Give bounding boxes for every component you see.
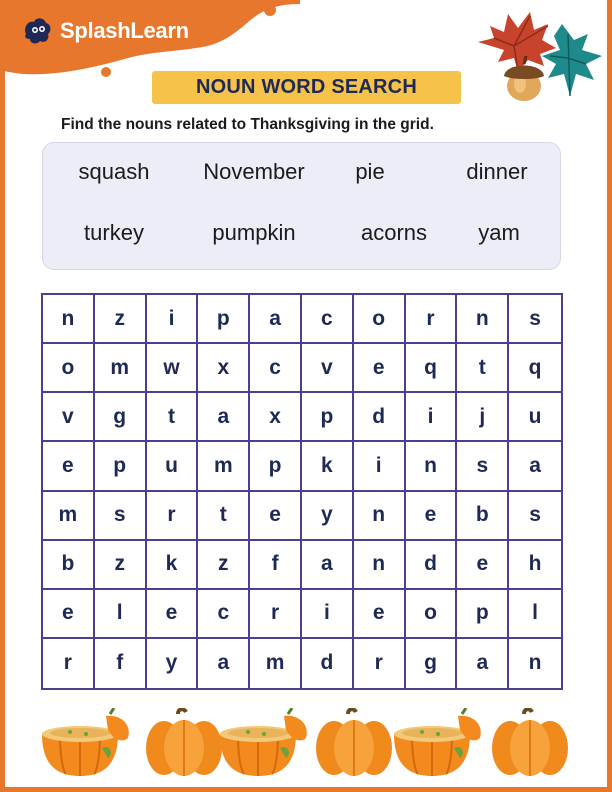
word-list-item: yam <box>478 220 520 245</box>
grid-cell: n <box>354 492 406 541</box>
grid-cell: t <box>198 492 250 541</box>
grid-cell: a <box>250 295 302 344</box>
instructions-text: Find the nouns related to Thanksgiving in the grid. <box>61 116 434 133</box>
grid-cell: e <box>147 590 199 639</box>
grid-cell: e <box>354 344 406 393</box>
grid-cell: q <box>406 344 458 393</box>
word-list-box <box>42 142 561 270</box>
grid-cell: d <box>302 639 354 688</box>
grid-cell: n <box>406 442 458 491</box>
title-banner <box>152 71 461 104</box>
grid-cell: s <box>457 442 509 491</box>
grid-cell: z <box>95 295 147 344</box>
grid-cell: e <box>354 590 406 639</box>
grid-cell: h <box>509 541 561 590</box>
brand-logo <box>20 14 189 48</box>
grid-cell: o <box>43 344 95 393</box>
header-splash-dots <box>258 0 298 24</box>
grid-cell: l <box>95 590 147 639</box>
grid-cell: n <box>528 651 542 675</box>
grid-cell: x <box>250 393 302 442</box>
grid-cell: n <box>43 295 95 344</box>
grid-cell: p <box>250 442 302 491</box>
maple-leaf-icon <box>478 12 556 72</box>
grid-cell: a <box>198 393 250 442</box>
grid-cell: t <box>457 344 509 393</box>
grid-cell: v <box>43 393 95 442</box>
grid-cell: r <box>43 639 95 688</box>
brand-name: SplashLearn <box>60 18 189 43</box>
pumpkin-icon <box>316 709 392 776</box>
grid-cell: a <box>198 639 250 688</box>
grid-cell: i <box>147 295 199 344</box>
grid-cell: p <box>198 295 250 344</box>
grid-cell: k <box>302 442 354 491</box>
grid-cell: x <box>198 344 250 393</box>
page-title: NOUN WORD SEARCH <box>196 76 417 98</box>
grid-cell: s <box>509 295 561 344</box>
grid-cell: r <box>354 639 406 688</box>
splash-character-icon <box>20 14 54 48</box>
word-search-grid <box>41 293 563 690</box>
grid-cell: r <box>250 590 302 639</box>
word-list-item: dinner <box>466 159 528 184</box>
teal-leaf-icon <box>542 24 602 96</box>
grid-cell: o <box>354 295 406 344</box>
grid-cell: s <box>509 492 561 541</box>
grid-cell: v <box>302 344 354 393</box>
grid-cell: m <box>198 442 250 491</box>
grid-cell: b <box>43 541 95 590</box>
grid-cell: c <box>302 295 354 344</box>
grid-cell: u <box>147 442 199 491</box>
grid-cell: p <box>302 393 354 442</box>
grid-cell: r <box>147 492 199 541</box>
grid-cell: j <box>457 393 509 442</box>
grid-cell: w <box>147 344 199 393</box>
grid-cell: k <box>147 541 199 590</box>
grid-cell: t <box>147 393 199 442</box>
grid-cell: p <box>95 442 147 491</box>
grid-cell: f <box>250 541 302 590</box>
grid-cell: l <box>509 590 561 639</box>
grid-cell: d <box>354 393 406 442</box>
grid-cell: m <box>250 639 302 688</box>
grid-cell: i <box>302 590 354 639</box>
grid-cell: g <box>95 393 147 442</box>
grid-cell: i <box>354 442 406 491</box>
word-list-item: pumpkin <box>212 220 296 245</box>
grid-cell: d <box>406 541 458 590</box>
word-list-item: turkey <box>84 220 144 245</box>
grid-cell: e <box>250 492 302 541</box>
grid-cell: u <box>509 393 561 442</box>
grid-cell: m <box>95 344 147 393</box>
autumn-leaves-decoration <box>470 4 610 104</box>
grid-cell: n <box>457 295 509 344</box>
grid-cell: f <box>95 639 147 688</box>
word-list-item: acorns <box>360 220 428 245</box>
pumpkin-soup-icon <box>220 708 307 776</box>
pumpkin-soup-icon <box>394 708 481 776</box>
grid-cell: z <box>95 541 147 590</box>
grid-cell: y <box>302 492 354 541</box>
pumpkin-icon <box>146 709 222 776</box>
word-list-item: pie <box>355 159 385 184</box>
grid-cell: o <box>406 590 458 639</box>
grid-cell: q <box>509 344 561 393</box>
grid-cell: a <box>509 442 561 491</box>
grid-cell: n <box>354 541 406 590</box>
grid-cell: r <box>406 295 458 344</box>
grid-cell: e <box>406 492 458 541</box>
footer-pumpkins-decoration <box>40 708 572 778</box>
grid-cell: a <box>302 541 354 590</box>
grid-cell: m <box>43 492 95 541</box>
grid-cell: e <box>457 541 509 590</box>
grid-cell: y <box>147 639 199 688</box>
grid-cell: c <box>250 344 302 393</box>
grid-cell: g <box>406 639 458 688</box>
word-list-item: squash <box>78 159 150 184</box>
grid-cell: i <box>406 393 458 442</box>
pumpkin-soup-icon <box>42 708 129 776</box>
grid-cell: a <box>457 639 509 688</box>
grid-cell: b <box>457 492 509 541</box>
pumpkin-icon <box>492 709 568 776</box>
word-list-item: November <box>203 159 305 184</box>
grid-cell: z <box>198 541 250 590</box>
grid-cell: c <box>198 590 250 639</box>
grid-cell: e <box>43 442 95 491</box>
grid-cell: s <box>95 492 147 541</box>
grid-cell: e <box>43 590 95 639</box>
grid-cell: p <box>457 590 509 639</box>
